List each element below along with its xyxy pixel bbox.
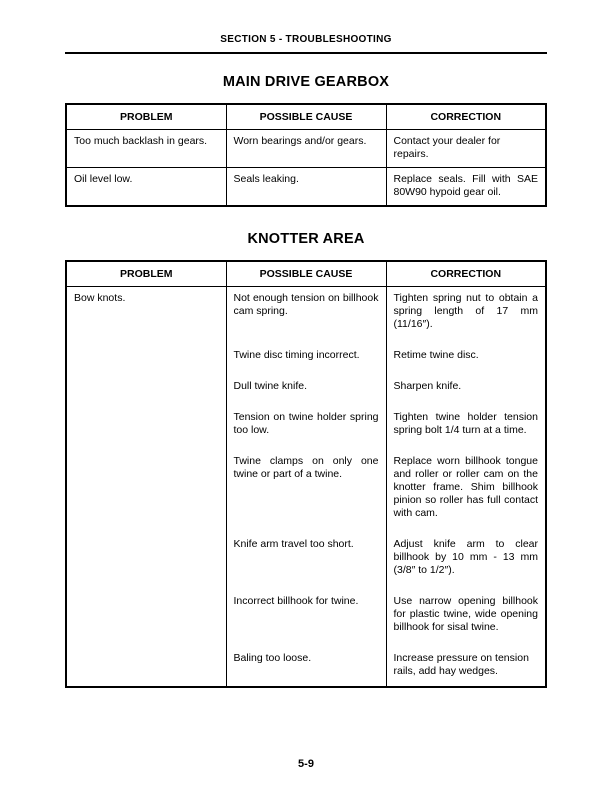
table-row <box>66 168 546 207</box>
cause-cell: Dull twine knife. <box>226 375 386 406</box>
running-header: SECTION 5 - TROUBLESHOOTING <box>65 34 547 54</box>
correction-cell: Contact your dealer for repairs. <box>386 130 546 168</box>
knotter-section-title: KNOTTER AREA <box>247 231 365 247</box>
knotter-col-problem: PROBLEM <box>66 261 226 287</box>
knotter-col-cause: POSSIBLE CAUSE <box>226 261 386 287</box>
correction-cell: Tighten spring nut to obtain a spring length of 17 mm (11/16″). <box>386 287 546 345</box>
gearbox-col-cause: POSSIBLE CAUSE <box>226 104 386 130</box>
correction-cell: Increase pressure on tension rails, add hay wedges. <box>386 647 546 687</box>
gearbox-col-problem: PROBLEM <box>66 104 226 130</box>
page-number: 5-9 <box>298 758 314 770</box>
knotter-table <box>65 260 547 688</box>
knotter-col-correction: CORRECTION <box>386 261 546 287</box>
correction-cell: Replace worn billhook tongue and roller or roller cam on the knotter frame. Shim billhook pinion so roller has full contact with cam. <box>386 450 546 533</box>
table-row <box>66 130 546 168</box>
correction-cell: Replace seals. Fill with SAE 80W90 hypoid gear oil. <box>386 168 546 207</box>
gearbox-table-header <box>66 104 546 130</box>
cause-cell: Not enough tension on billhook cam spring. <box>226 287 386 345</box>
cause-cell: Seals leaking. <box>226 168 386 207</box>
cause-cell: Twine disc timing incorrect. <box>226 344 386 375</box>
gearbox-table <box>65 103 547 207</box>
correction-cell: Retime twine disc. <box>386 344 546 375</box>
cause-cell: Tension on twine holder spring too low. <box>226 406 386 450</box>
table-row <box>66 287 546 345</box>
cause-cell: Knife arm travel too short. <box>226 533 386 590</box>
cause-cell: Twine clamps on only one twine or part of a twine. <box>226 450 386 533</box>
gearbox-section-title: MAIN DRIVE GEARBOX <box>222 74 390 90</box>
problem-cell: Bow knots. <box>66 287 226 688</box>
correction-cell: Sharpen knife. <box>386 375 546 406</box>
problem-cell: Oil level low. <box>66 168 226 207</box>
cause-cell: Incorrect billhook for twine. <box>226 590 386 647</box>
gearbox-col-correction: CORRECTION <box>386 104 546 130</box>
correction-cell: Tighten twine holder tension spring bolt 1/4 turn at a time. <box>386 406 546 450</box>
problem-cell: Too much backlash in gears. <box>66 130 226 168</box>
cause-cell: Worn bearings and/or gears. <box>226 130 386 168</box>
knotter-table-header <box>66 261 546 287</box>
correction-cell: Use narrow opening billhook for plastic twine, wide opening billhook for sisal twine. <box>386 590 546 647</box>
correction-cell: Adjust knife arm to clear billhook by 10 mm - 13 mm (3/8″ to 1/2″). <box>386 533 546 590</box>
cause-cell: Baling too loose. <box>226 647 386 687</box>
